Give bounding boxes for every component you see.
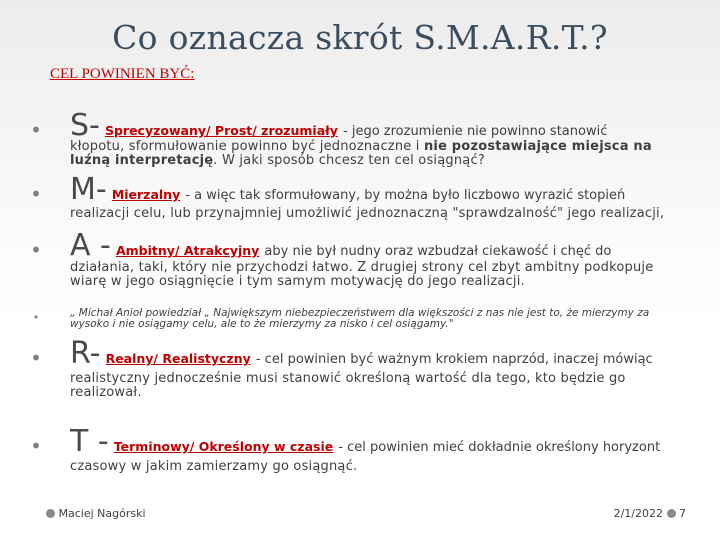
footer-meta: [614, 507, 686, 520]
item-term: Mierzalny: [111, 187, 181, 202]
item-letter: A -: [70, 228, 111, 263]
bullet-icon: •: [30, 434, 42, 458]
quote-text: „ Michał Anioł powiedział „ Największym niebezpieczeństwem dla większości z nas nie jest to, że mierzymy za wysoko i nie osiągamy celu, ale to że mierzymy za nisko i cel osiągamy.": [70, 307, 650, 330]
bullet-icon: •: [30, 182, 42, 206]
footer-author: [46, 507, 146, 520]
item-letter: R-: [70, 336, 101, 371]
item-continuation: kłopotu, sformułowanie powinno być jednoznaczne i nie pozostawiające miejsca na luźną interpretację. W jaki sposób chcesz ten cel osiągnąć?: [70, 139, 652, 168]
dot-icon: [667, 509, 676, 518]
slide-subtitle: CEL POWINIEN BYĆ:: [50, 66, 195, 82]
item-continuation: realistyczny jednocześnie musi stanowić określoną wartość dla tego, kto będzie go realizował.: [70, 371, 626, 400]
item-term: Terminowy/ Określony w czasie: [113, 439, 334, 454]
bullet-icon: •: [30, 238, 42, 262]
bullet-icon: •: [30, 118, 42, 142]
item-desc: - cel powinien być ważnym krokiem naprzód, inaczej mówiąc: [255, 352, 653, 367]
item-term: Realny/ Realistyczny: [105, 351, 251, 366]
author-name: Maciej Nagórski: [58, 507, 146, 520]
item-letter: M-: [70, 172, 107, 207]
item-continuation: działania, taki, który nie przychodzi łatwo. Z drugiej strony cel zbyt ambitny podkopuje wiarę w jego osiągnięcie i tym samym motywację do jego realizacji.: [70, 260, 654, 289]
item-letter: S-: [70, 108, 100, 143]
footer-date: 2/1/2022: [613, 507, 663, 520]
bullet-icon: •: [32, 311, 40, 324]
item-desc: - a więc tak sformułowany, by można było liczbowo wyrazić stopień: [185, 188, 626, 203]
item-desc: - jego zrozumienie nie powinno stanowić: [343, 124, 608, 139]
item-continuation: czasowy w jakim zamierzamy go osiągnąć.: [70, 459, 358, 474]
item-letter: T -: [70, 424, 109, 459]
item-desc: aby nie był nudny oraz wzbudzał ciekawość i chęć do: [264, 244, 612, 259]
dot-icon: [46, 509, 55, 518]
item-term: Ambitny/ Atrakcyjny: [115, 243, 260, 258]
page-number: 7: [679, 507, 686, 520]
slide-title: Co oznacza skrót S.M.A.R.T.?: [112, 18, 608, 57]
item-desc: - cel powinien mieć dokładnie określony horyzont: [338, 440, 661, 455]
bullet-icon: •: [30, 346, 42, 370]
item-continuation: realizacji celu, lub przynajmniej umożliwić jednoznaczną "sprawdzalność" jego realizacji,: [70, 206, 665, 221]
item-term: Sprecyzowany/ Prost/ zrozumiały: [104, 123, 338, 138]
